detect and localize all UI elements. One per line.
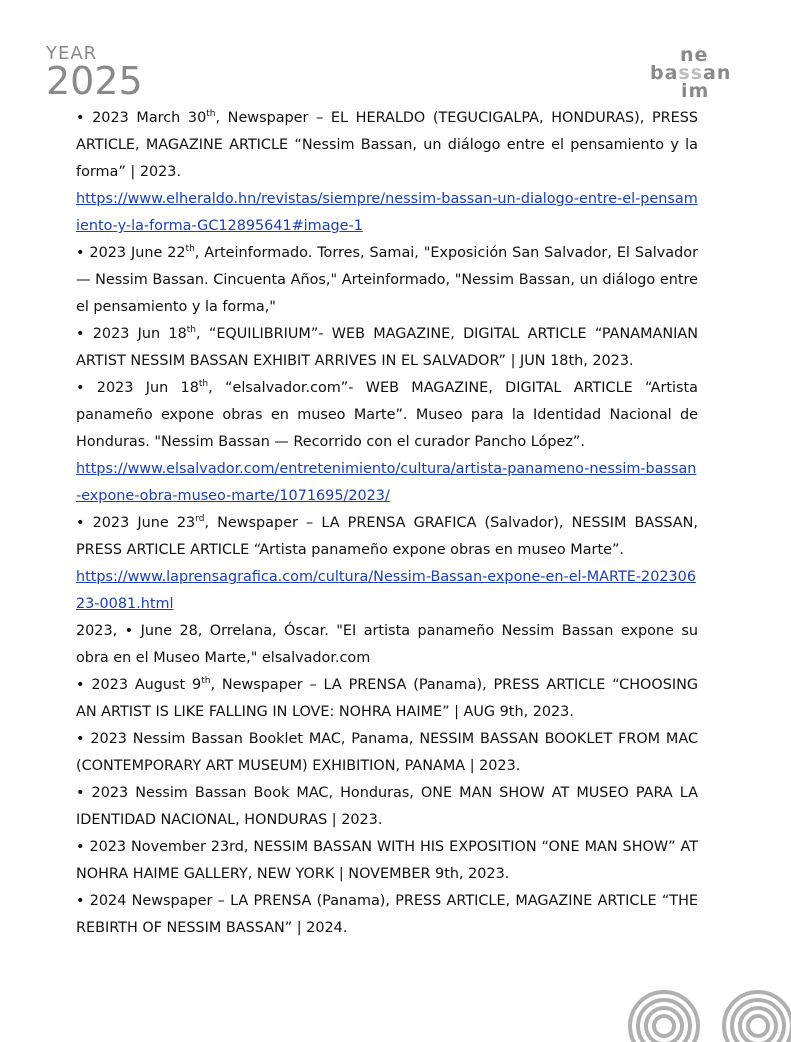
list-item: • 2023 June 23rd, Newspaper – LA PRENSA GRAFICA (Salvador), NESSIM BASSAN, PRESS ARTICLE ARTICLE “Artista panameño expone obras en museo Marte”. https://www.laprensagrafica.com/cultura/Nessim-Bassan-expone-en-el-MARTE-20230623-0081.html: [76, 514, 698, 612]
list-item: • 2023 Nessim Bassan Booklet MAC, Panama, NESSIM BASSAN BOOKLET FROM MAC (CONTEMPORARY ART MUSEUM) EXHIBITION, PANAMA | 2023.: [76, 731, 698, 774]
list-item: • 2023 Jun 18th, “elsalvador.com”- WEB MAGAZINE, DIGITAL ARTICLE “Artista panameño expone obras en museo Marte”. Museo para la Identidad Nacional de Honduras. "Nessim Bassan — Recorrido con el curador Pancho López”. https://www.elsalvador.com/entretenimiento/cultura/artista-panameno-nessim-bassan-expone-obra-museo-marte/1071695/2023/: [76, 379, 698, 504]
list-item: • 2023 Jun 18th, “EQUILIBRIUM”- WEB MAGAZINE, DIGITAL ARTICLE “PANAMANIAN ARTIST NESSIM BASSAN EXHIBIT ARRIVES IN EL SALVADOR” | JUN 18th, 2023.: [76, 325, 698, 369]
logo-line-3: im: [681, 80, 710, 102]
year-heading: [46, 43, 143, 103]
year-label: YEAR: [46, 43, 98, 64]
list-item: • 2023 Nessim Bassan Book MAC, Honduras, ONE MAN SHOW AT MUSEO PARA LA IDENTIDAD NACIONAL, HONDURAS | 2023.: [76, 785, 698, 828]
article-link[interactable]: https://www.laprensagrafica.com/cultura/Nessim-Bassan-expone-en-el-MARTE-20230623-0081.html: [76, 569, 696, 612]
list-item: • 2023 June 22th, Arteinformado. Torres, Samai, "Exposición San Salvador, El Salvador — Nessim Bassan. Cincuenta Años," Arteinformado, "Nessim Bassan, un diálogo entre el pensamiento y la forma,": [76, 244, 698, 315]
article-link[interactable]: https://www.elheraldo.hn/revistas/siempre/nessim-bassan-un-dialogo-entre-el-pensamiento-y-la-forma-GC12895641#image-1: [76, 191, 698, 234]
list-item: 2023, • June 28, Orrelana, Óscar. "EI artista panameño Nessim Bassan expone su obra en el Museo Marte," elsalvador.com: [76, 623, 698, 666]
list-item: • 2024 Newspaper – LA PRENSA (Panama), PRESS ARTICLE, MAGAZINE ARTICLE “THE REBIRTH OF NESSIM BASSAN” | 2024.: [76, 893, 698, 936]
logo-line-1: ne: [680, 44, 709, 66]
decorative-circles-icon: [628, 982, 791, 1042]
logo-line-2: bassan: [650, 62, 732, 84]
list-item: • 2023 August 9th, Newspaper – LA PRENSA (Panama), PRESS ARTICLE “CHOOSING AN ARTIST IS LIKE FALLING IN LOVE: NOHRA HAIME” | AUG 9th, 2023.: [76, 676, 698, 720]
list-item: • 2023 March 30th, Newspaper – EL HERALDO (TEGUCIGALPA, HONDURAS), PRESS ARTICLE, MAGAZINE ARTICLE “Nessim Bassan, un diálogo entre el pensamiento y la forma” | 2023. https://www.elheraldo.hn/revistas/siempre/nessim-bassan-un-dialogo-entre-el-pensamiento-y-la-forma-GC12895641#image-1: [76, 109, 699, 234]
year-value: 2025: [46, 59, 143, 103]
article-link[interactable]: https://www.elsalvador.com/entretenimiento/cultura/artista-panameno-nessim-bassan-expone-obra-museo-marte/1071695/2023/: [76, 461, 697, 504]
nessim-bassan-logo: [640, 44, 750, 104]
list-item: • 2023 November 23rd, NESSIM BASSAN WITH HIS EXPOSITION “ONE MAN SHOW” AT NOHRA HAIME GALLERY, NEW YORK | NOVEMBER 9th, 2023.: [76, 839, 698, 882]
press-list: [76, 105, 698, 942]
